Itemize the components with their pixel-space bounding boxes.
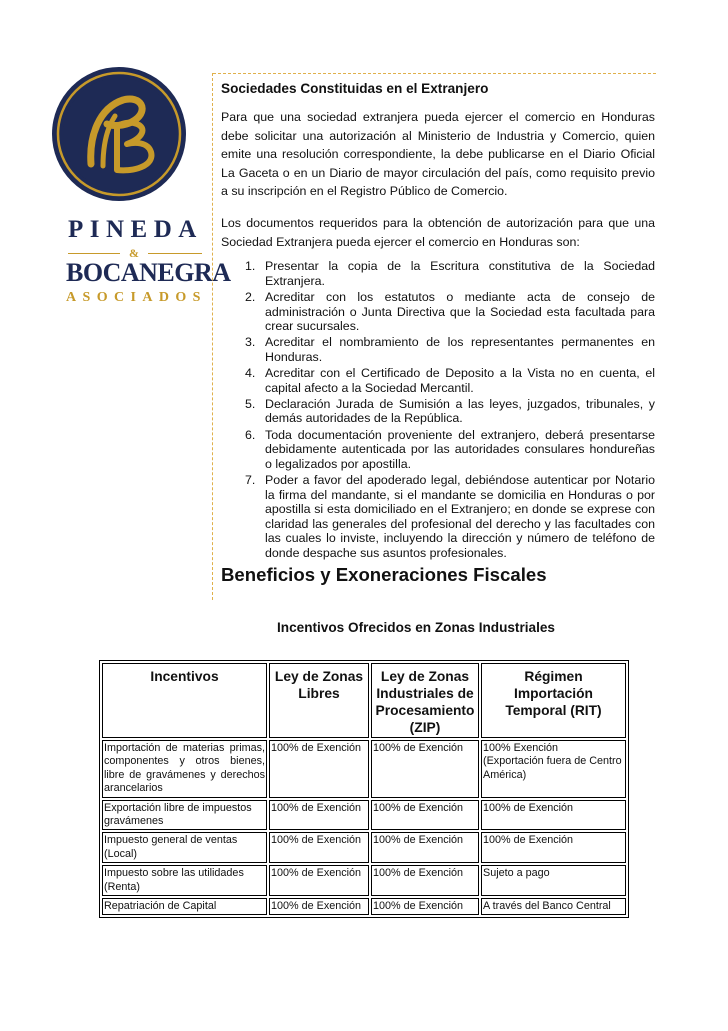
list-item-text: Declaración Jurada de Sumisión a las leyes, juzgados, tribunales, y demás autoridades de la República. [265,396,655,426]
cell-zip: 100% de Exención [371,800,479,831]
cell-incentivo: Repatriación de Capital [102,898,267,915]
list-item [221,428,655,472]
benefits-title: Beneficios y Exoneraciones Fiscales [221,564,547,585]
list-item-number: 1. [245,259,256,274]
cell-zl: 100% de Exención [269,740,369,798]
header-zip: Ley de Zonas Industriales de Procesamiento (ZIP) [371,663,479,738]
list-item-text: Presentar la copia de la Escritura constitutiva de la Sociedad Extranjera. [265,259,655,288]
cell-zip: 100% de Exención [371,898,479,915]
section-title: Sociedades Constituidas en el Extranjero [221,81,489,96]
frame-border-left [212,73,213,600]
list-item [221,366,655,395]
list-item-text: Acreditar con el Certificado de Deposito a la Vista no en cuenta, el capital afecto a la Sociedad Mercantil. [265,366,655,395]
cell-zl: 100% de Exención [269,865,369,896]
list-item [221,290,655,334]
table-row [102,865,626,896]
list-item-text: Acreditar con los estatutos o mediante acta de consejo de administración o Junta Directiva que la Sociedad esta facultada para crear sucursales. [265,289,655,334]
cell-incentivo: Impuesto general de ventas (Local) [102,832,267,863]
logo-rule-left [68,253,120,254]
cell-rit [481,740,626,798]
logo-rule-right [148,253,202,254]
header-incentivos: Incentivos [102,663,267,738]
list-item-text: Toda documentación proveniente del extranjero, deberá presentarse debidamente autenticada por las autoridades consulares hondureñas o legalizados por apostilla. [265,427,655,471]
incentives-table [99,660,629,918]
cell-rit-value: 100% Exención [483,742,559,754]
list-item [221,335,655,364]
requirements-list [221,259,655,560]
list-item [221,259,655,288]
list-item-number: 6. [245,427,256,442]
cell-incentivo: Impuesto sobre las utilidades (Renta) [102,865,267,896]
list-item-text: Poder a favor del apoderado legal, debiéndose autenticar por Notario la firma del mandante, si el mandante se domicilia en Honduras o por apostilla si esta domiciliado en el Extranjero; en donde se exprese con claridad las generales del profesional del derecho y las facultades con las cuales lo inviste, incluyendo la dirección y número de teléfono de donde despache sus asuntos profesionales. [265,473,655,560]
logo-pineda-text: PINEDA [68,216,203,243]
logo-asociados-text: ASOCIADOS [66,290,207,305]
table-row [102,832,626,863]
cell-zl: 100% de Exención [269,800,369,831]
cell-incentivo: Exportación libre de impuestos gravámenes [102,800,267,831]
cell-rit: 100% de Exención [481,832,626,863]
header-zonas-libres: Ley de Zonas Libres [269,663,369,738]
documents-paragraph: Los documentos requeridos para la obtención de autorización para que una Sociedad Extranjera pueda ejercer el comercio en Honduras son: [221,215,655,249]
list-item-number: 5. [245,396,256,411]
table-title: Incentivos Ofrecidos en Zonas Industriales [277,620,555,635]
cell-rit: Sujeto a pago [481,865,626,896]
cell-zl: 100% de Exención [269,832,369,863]
list-item-number: 7. [245,473,256,488]
frame-border-top [213,73,656,74]
cell-rit-note: (Exportación fuera de Centro América) [483,755,622,781]
intro-paragraph: Para que una sociedad extranjera pueda ejercer el comercio en Honduras debe solicitar una autorización al Ministerio de Industria y Comercio, quien emite una resolución correspondiente, la debe publicarse en el Diario Oficial La Gaceta o en un Diario de mayor circulación del país, como requisito previo a su inscripción en el Registro Público de Comercio. [221,110,655,199]
logo-ampersand: & [129,246,139,260]
cell-zip: 100% de Exención [371,832,479,863]
cell-zl: 100% de Exención [269,898,369,915]
section-sociedades-extranjero [221,80,655,562]
pb-monogram-logo [51,66,187,202]
table-row [102,898,626,915]
list-item-text: Acreditar el nombramiento de los representantes permanentes en Honduras. [265,335,655,364]
list-item [221,397,655,426]
list-item-number: 2. [245,289,256,304]
cell-rit: A través del Banco Central [481,898,626,915]
logo-bocanegra-text: BOCANEGRA [66,258,231,287]
cell-zip: 100% de Exención [371,865,479,896]
cell-incentivo: Importación de materias primas, componentes y otros bienes, libre de gravámenes y derechos arancelarios [102,740,267,798]
list-item-number: 4. [245,366,256,381]
header-rit: Régimen Importación Temporal (RIT) [481,663,626,738]
list-item-number: 3. [245,335,256,350]
cell-rit: 100% de Exención [481,800,626,831]
cell-zip: 100% de Exención [371,740,479,798]
list-item [221,473,655,561]
table-header-row [102,663,626,738]
table-row [102,800,626,831]
table-row [102,740,626,798]
